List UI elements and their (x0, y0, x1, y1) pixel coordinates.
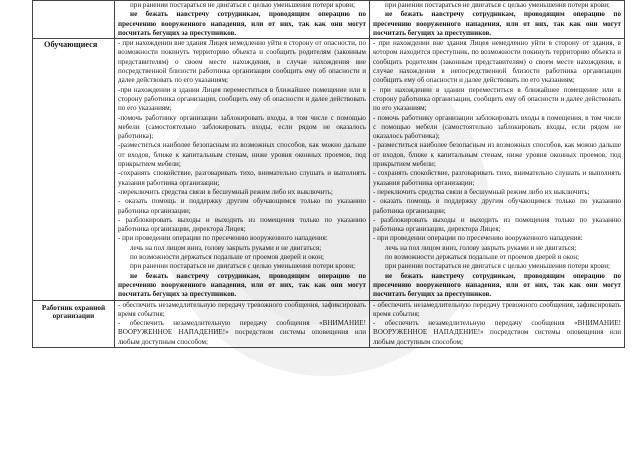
instruction-paragraph: - разместиться наиболее безопасным из возможных способов, как можно дальше от входов, ближе к капитальным стенам, ниже уровня оконных проемов, под прикрытием мебели; (373, 141, 621, 169)
instruction-paragraph: - обеспечить незамедлительную передачу сообщения «ВНИМАНИЕ! ВООРУЖЕННОЕ НАПАДЕНИЕ!» посредством системы оповещения или любым доступным способом; (118, 319, 366, 346)
instruction-paragraph: - при нахождении вне здания Лицея немедленно уйти в сторону от здания, в котором находится преступник, по возможности покинуть территорию объекта и сообщить родителям (законным представителям) о своем месте нахождения, в случае нахождения в непосредственной близости работника организации сообщить ему об опасности и далее действовать по его указаниям; (373, 39, 621, 85)
instruction-paragraph: - оказать помощь и поддержку другим обучающимся только по указанию работника организации; (118, 197, 366, 215)
role-cell (33, 39, 115, 300)
right-column-cell (370, 300, 625, 347)
instructions-table-body (33, 1, 625, 348)
role-cell (33, 300, 115, 347)
instruction-paragraph: -сохранять спокойствие, разговаривать тихо, внимательно слушать и выполнять указания работника организации; (118, 169, 366, 187)
role-cell (33, 1, 115, 39)
right-column-cell (370, 1, 625, 39)
role-title (36, 1, 111, 2)
left-column-cell (115, 39, 370, 300)
instruction-paragraph: -переключить средства связи в бесшумный режим либо их выключить; (118, 187, 333, 196)
instruction-paragraph: -при нахождении в здании Лицея переместиться в ближайшее помещение или в сторону работника организации, сообщить ему об опасности и далее действовать по его указаниям; (118, 85, 366, 113)
instruction-paragraph: не бежать навстречу сотрудникам, проводящим операцию по пресечению вооруженного нападения, или от них, так как они могут посчитать бегущих за преступников. (118, 271, 366, 299)
instruction-paragraph: лечь на пол лицом вниз, голову закрыть руками и не двигаться; (130, 243, 322, 252)
right-column-cell (370, 39, 625, 300)
instruction-paragraph: - сохранять спокойствие, разговаривать тихо, внимательно слушать и выполнять указания работника организации; (373, 169, 621, 187)
instruction-paragraph: - обеспечить незамедлительную передачу тревожного сообщения, зафиксировать время события; (118, 300, 366, 318)
instruction-paragraph: лечь на пол лицом вниз, голову закрыть руками и не двигаться; (385, 243, 577, 252)
instruction-paragraph: по возможности держаться подальше от проемов дверей и окон; (385, 253, 580, 262)
left-column-cell (115, 300, 370, 347)
instruction-paragraph: - обеспечить незамедлительную передачу сообщения «ВНИМАНИЕ! ВООРУЖЕННОЕ НАПАДЕНИЕ!» посредством системы оповещения или любым доступным способом; (373, 319, 621, 346)
role-title: Обучающиеся (44, 40, 98, 50)
instruction-paragraph: -помочь работнику организации заблокировать входы, в том числе с помощью мебели (самостоятельно заблокировать входы, если рядом не оказалось работника); (118, 113, 366, 141)
instruction-paragraph: - разблокировать выходы и выходить из помещения только по указанию работника организации, директора Лицея; (373, 215, 621, 234)
instruction-paragraph: - обеспечить незамедлительную передачу тревожного сообщения, зафиксировать время события; (373, 300, 621, 318)
instruction-paragraph: - помочь работнику организации заблокировать входы в помещения, в том числе с помощью мебели (самостоятельно заблокировать входы, если рядом не оказалось работника); (373, 113, 621, 141)
instruction-paragraph: не бежать навстречу сотрудникам, проводящим операцию по пресечению вооруженного нападения, или от них, так как они могут посчитать бегущих за преступников. (373, 271, 621, 299)
instruction-paragraph: при ранении постараться не двигаться с целью уменьшения потери крови; (385, 262, 610, 271)
instruction-paragraph: - при нахождении вне здания Лицея немедленно уйти в сторону от опасности, по возможности покинуть территорию объекта и сообщить родителям (законным представителям) о своем месте нахождения, в случае нахождения вне посредственной близости работника организации сообщить ему об опасности и далее действовать по его указаниям; (118, 39, 366, 85)
instruction-paragraph: - переключить средства связи в бесшумный режим либо их выключить; (373, 187, 590, 196)
instruction-paragraph: - оказать помощь и поддержку другим обучающимся только по указанию работника организации; (373, 197, 621, 215)
instruction-paragraph: при ранении постараться не двигаться с целью уменьшения потери крови; (385, 1, 610, 9)
table-row (33, 39, 625, 300)
instruction-paragraph: по возможности держаться подальше от проемов дверей и окон; (130, 253, 325, 262)
instruction-paragraph: при ранении постараться не двигаться с целью уменьшения потери крови; (130, 1, 355, 9)
instruction-paragraph: - при нахождении в здании переместиться в ближайшее помещение или в сторону работника организации, сообщить ему об опасности и далее действовать по его указаниям; (373, 85, 621, 113)
instruction-paragraph: - при проведении операции по пресечению вооруженного нападения: (118, 234, 328, 243)
table-row (33, 1, 625, 39)
left-column-cell (115, 1, 370, 39)
instruction-paragraph: при ранении постараться не двигаться с целью уменьшения потери крови; (130, 262, 355, 271)
instruction-paragraph: -разместиться наиболее безопасным из возможных способов, как можно дальше от входов, ближе к капитальным стенам, ниже уровня оконных проемов, под прикрытием мебели; (118, 141, 366, 169)
instruction-paragraph: не бежать навстречу сотрудникам, проводящим операцию по пресечению вооруженного нападения, или от них, так как они могут посчитать бегущих за преступников. (118, 10, 366, 37)
role-title: Работник охранной организации (41, 303, 106, 321)
instructions-table (32, 0, 625, 348)
instruction-paragraph: - разблокировать выходы и выходить из помещения только по указанию работника организации, директора Лицея; (118, 215, 366, 234)
instruction-paragraph: - при проведении операции по пресечению вооруженного нападения: (373, 234, 583, 243)
table-row (33, 300, 625, 347)
instruction-paragraph: не бежать навстречу сотрудникам, проводящим операцию по пресечению вооруженного нападения, или от них, так как они могут посчитать бегущих за преступников. (373, 10, 621, 37)
